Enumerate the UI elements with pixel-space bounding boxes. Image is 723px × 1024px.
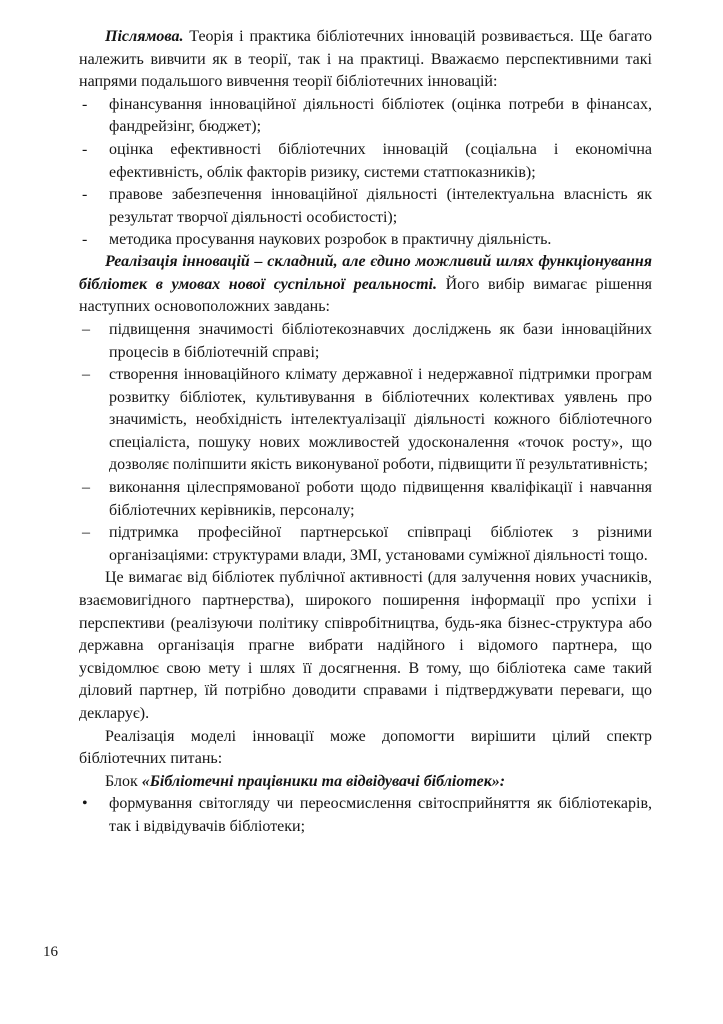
block-prefix: Блок [105, 772, 142, 790]
list-item [79, 184, 652, 229]
list-marker: – [82, 479, 90, 497]
bullet-marker: • [82, 795, 88, 813]
page-number: 16 [43, 944, 58, 960]
block-title: «Бібліотечні працівники та відвідувачі бібліотек»: [141, 772, 506, 790]
list-item-text: оцінка ефективності бібліотечних інновацій (соціальна і економічна ефективність, облік факторів ризику, системи статпоказників); [109, 140, 652, 181]
list-marker: - [82, 231, 88, 249]
afterword-title: Післямова. [105, 28, 184, 45]
block-heading [79, 771, 652, 794]
list-item-text: формування світогляду чи переосмислення світосприйняття як бібліотекарів, так і відвідувачів бібліотеки; [109, 795, 652, 835]
list-item [79, 793, 652, 838]
list-marker: - [82, 95, 88, 113]
tasks-list [79, 319, 652, 568]
list-item-text: підтримка професійної партнерської співпраці бібліотек з різними організаціями: структурами влади, ЗМІ, установами суміжної діяльності тощо. [109, 524, 652, 564]
page-content [79, 26, 652, 839]
list-item-text: правове забезпечення інноваційної діяльності (інтелектуальна власність як результат творчої діяльності особистості); [109, 186, 652, 226]
innovation-implementation-paragraph [79, 251, 652, 319]
list-item [79, 364, 652, 477]
list-item [79, 522, 652, 567]
list-marker: – [82, 524, 90, 542]
innovation-text: Його вибір вимагає рішення наступних основоположних завдань: [79, 275, 652, 316]
afterword-text: Теорія і практика бібліотечних інновацій розвивається. Ще багато належить вивчити як в теорії, так і на практиці. Вважаємо перспективними такі напрями подальшого вивчення теорії бібліотечних інновацій: [79, 28, 652, 91]
list-item [79, 94, 652, 139]
public-activity-paragraph: Це вимагає від бібліотек публічної активності (для залучення нових учасників, взаємовигідного партнерства), широкого поширення інформації про успіхи і перспективи (реалізуючи політику співробітництва, будь-яка бізнес-структура або державна організація прагне вибрати надійного і відомого партнера, що усвідомлює свою мету і шлях її досягнення. В тому, що бібліотека саме такий діловий партнер, їй потрібно доводити справами і підтверджувати переваги, що декларує). [79, 569, 652, 723]
list-item-text: створення інноваційного клімату державної і недержавної підтримки програм розвитку бібліотек, культивування в бібліотечних колективах уявлень про значимість, необхідність інтелектуалізації діяльності кожного бібліотечного спеціаліста, пошуку нових можливостей удосконалення «точок росту», що дозволяє поліпшити якість виконуваної роботи, підвищити її результативність; [109, 366, 652, 474]
list-item-text: підвищення значимості бібліотекознавчих досліджень як бази інноваційних процесів в бібліотечній справі; [109, 320, 652, 361]
block-list [79, 793, 652, 838]
list-marker: - [82, 140, 88, 158]
list-marker: – [82, 320, 90, 338]
list-item [79, 319, 652, 364]
list-item [79, 139, 652, 184]
list-marker: - [82, 186, 88, 204]
list-item-text: виконання цілеспрямованої роботи щодо підвищення кваліфікації і навчання бібліотечних керівників, персоналу; [109, 479, 652, 519]
list-item [79, 477, 652, 522]
list-marker: – [82, 366, 90, 384]
list-item [79, 229, 652, 251]
model-paragraph: Реалізація моделі інновації може допомогти вирішити цілий спектр бібліотечних питань: [79, 727, 652, 768]
afterword-paragraph [79, 26, 652, 94]
research-directions-list [79, 94, 652, 251]
list-item-text: методика просування наукових розробок в практичну діяльність. [109, 231, 552, 249]
list-item-text: фінансування інноваційної діяльності бібліотек (оцінка потреби в фінансах, фандрейзінг, бюджет); [109, 95, 652, 136]
innovation-lead: Реалізація інновацій – складний, але єдино можливий шлях функціонування бібліотек в умовах нової суспільної реальності. [79, 253, 652, 293]
